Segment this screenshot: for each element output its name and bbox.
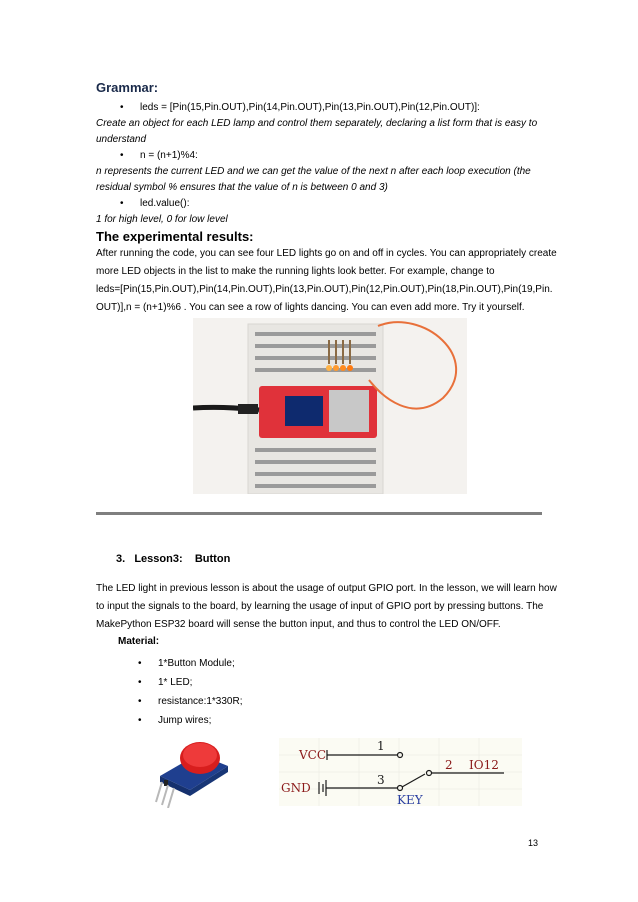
bullet-icon: • (138, 677, 142, 688)
bullet-text: leds = [Pin(15,Pin.OUT),Pin(14,Pin.OUT),Pin(13,Pin.OUT),Pin(12,Pin.OUT)]: (140, 102, 480, 113)
bullet-icon: • (120, 102, 124, 113)
results-heading: The experimental results: (96, 229, 254, 244)
material-item (138, 695, 243, 708)
grammar-desc-2b: residual symbol % ensures that the value of n is between 0 and 3) (96, 182, 388, 193)
material-text: 1* LED; (158, 677, 193, 688)
pin2-label: 2 (445, 758, 453, 772)
material-text: 1*Button Module; (158, 658, 235, 669)
grammar-desc-2a: n represents the current LED and we can get the value of the next n after each loop execution (the (96, 166, 531, 177)
material-label: Material: (118, 636, 160, 647)
gnd-label: GND (281, 781, 311, 795)
section-divider (96, 512, 542, 515)
page-number: 13 (528, 838, 539, 848)
vcc-label: VCC (299, 748, 327, 762)
grammar-heading: Grammar: (96, 80, 159, 95)
pin3-label: 3 (377, 773, 385, 787)
material-item (138, 714, 212, 727)
bullet-icon: • (138, 696, 142, 707)
material-item (138, 657, 235, 670)
material-text: Jump wires; (158, 715, 212, 726)
key-label: KEY (397, 793, 423, 806)
bullet-n (120, 149, 198, 162)
lesson-para-2: to input the signals to the board, by learning the usage of input of GPIO port by pressing buttons. The (96, 601, 544, 612)
lesson-para-1: The LED light in previous lesson is about the usage of output GPIO port. In the lesson, we will learn how (96, 583, 557, 594)
lesson-para-3: MakePython ESP32 board will sense the button input, and thus to control the LED ON/OFF. (96, 619, 501, 630)
io12-label: IO12 (469, 758, 499, 772)
results-line-2: more LED objects in the list to make the running lights look better. For example, change to (96, 266, 495, 277)
grammar-desc-1a: Create an object for each LED lamp and control them separately, declaring a list form that is easy to (96, 118, 538, 129)
bullet-icon: • (138, 715, 142, 726)
material-item (138, 676, 193, 689)
bullet-text: led.value(): (140, 198, 190, 209)
results-line-4: OUT)],n = (n+1)%6 . You can see a row of lights dancing. You can even add more. Try it yourself. (96, 302, 525, 313)
bullet-icon: • (120, 198, 124, 209)
bullet-icon: • (120, 150, 124, 161)
results-line-3: leds=[Pin(15,Pin.OUT),Pin(14,Pin.OUT),Pin(13,Pin.OUT),Pin(12,Pin.OUT),Pin(18,Pin.OUT),Pin(19,Pin. (96, 284, 553, 295)
material-text: resistance:1*330R; (158, 696, 243, 707)
bullet-icon: • (138, 658, 142, 669)
bullet-leds (120, 101, 480, 114)
bullet-led-value (120, 197, 190, 210)
bullet-text: n = (n+1)%4: (140, 150, 198, 161)
breadboard-photo (193, 318, 467, 494)
button-schematic (279, 738, 522, 806)
pin1-label: 1 (377, 739, 385, 753)
results-line-1: After running the code, you can see four LED lights go on and off in cycles. You can appropriately create (96, 248, 557, 259)
grammar-desc-3: 1 for high level, 0 for low level (96, 214, 228, 225)
lesson-heading: 3. Lesson3: Button (116, 553, 231, 565)
button-module-image (150, 736, 234, 808)
grammar-desc-1b: understand (96, 134, 147, 145)
